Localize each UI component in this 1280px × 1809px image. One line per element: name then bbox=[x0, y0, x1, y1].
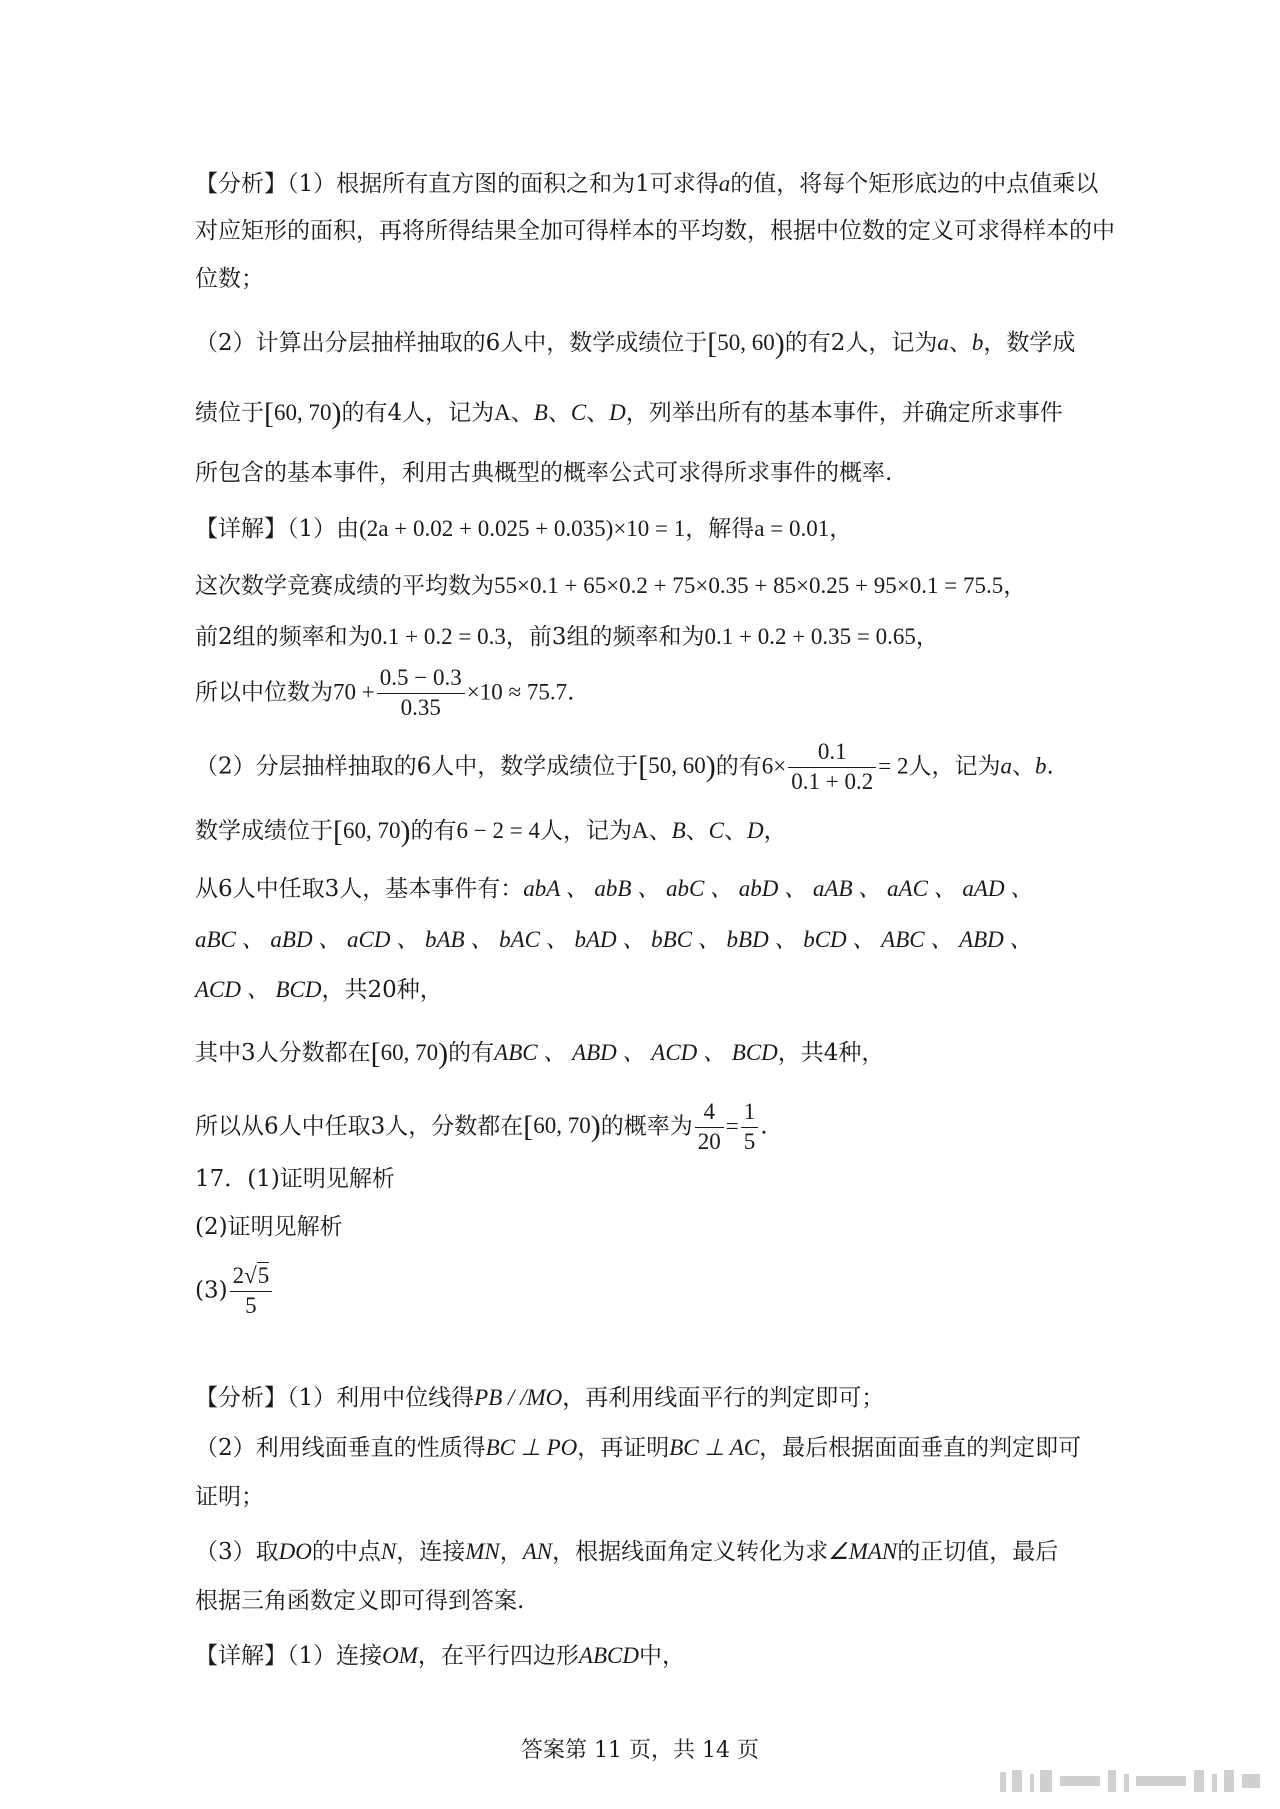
detail-tag: 【详解】 bbox=[195, 516, 287, 542]
probability-fraction-1: $\frac{4}{20}$ bbox=[695, 1098, 724, 1157]
q17-answer-2: (2)证明见解析 bbox=[195, 1214, 343, 1240]
probability-line: 所以从6人中任取3人，分数都在[60, 70)的概率为 $\frac{4}{20}$ = $\frac{1}{5}$ . bbox=[195, 1098, 768, 1157]
median-line: 所以中位数为70 + $\frac{0.5 - 0.3}{0.35}$ ×10 ≈ 75.7. bbox=[195, 664, 574, 723]
q17-answer-3: (3) $\frac{2√5}{5}$ bbox=[195, 1262, 274, 1321]
q17-analysis-3: （3）取DO的中点N，连接MN，AN，根据线面角定义转化为求∠MAN的正切值，最后 bbox=[195, 1539, 1059, 1565]
interval-60-70: [60, 70) bbox=[264, 397, 342, 430]
q17-analysis-1: 【分析】（1）利用中位线得PB / /MO，再利用线面平行的判定即可； bbox=[195, 1385, 885, 1411]
probability-fraction-2: $\frac{1}{5}$ bbox=[741, 1098, 759, 1157]
detail2-line-2: 数学成绩位于[60, 70)的有6 − 2 = 4人，记为A、B、C、D， bbox=[195, 815, 787, 848]
watermark-bars-icon bbox=[1000, 1768, 1262, 1794]
median-fraction: $\frac{0.5 - 0.3}{0.35}$ bbox=[377, 664, 465, 723]
q17-answer-1: 17．(1)证明见解析 bbox=[195, 1166, 395, 1192]
answer-3-fraction: $\frac{2√5}{5}$ bbox=[230, 1262, 273, 1321]
events-line-1: 从6人中任取3人，基本事件有：abA 、 abB 、 abC 、 abD 、 aAB 、 aAC 、 aAD 、 bbox=[195, 876, 1034, 902]
analysis-line-3: 位数； bbox=[195, 266, 264, 292]
analysis-line-2: 对应矩形的面积，再将所得结果全加可得样本的平均数，根据中位数的定义可求得样本的中 bbox=[195, 218, 1115, 244]
events-line-3: ACD 、 BCD，共20种， bbox=[195, 977, 443, 1003]
page-footer: 答案第 11 页，共 14 页 bbox=[521, 1738, 759, 1763]
frequency-line: 前2组的频率和为0.1 + 0.2 = 0.3，前3组的频率和为0.1 + 0.2 + 0.35 = 0.65， bbox=[195, 624, 939, 650]
q17-analysis-2: （2）利用线面垂直的性质得BC ⊥ PO，再证明BC ⊥ AC，最后根据面面垂直的判定即可 bbox=[195, 1435, 1082, 1461]
detail2-line-1: （2）分层抽样抽取的6人中，数学成绩位于[50, 60)的有6× $\frac{0.1}{0.1 + 0.2}$ = 2人，记为a、b. bbox=[195, 738, 1054, 797]
interval-50-60: [50, 60) bbox=[707, 327, 785, 360]
stratified-fraction: $\frac{0.1}{0.1 + 0.2}$ bbox=[788, 738, 876, 797]
analysis-line-1: 【分析】（1）根据所有直方图的面积之和为1可求得a的值，将每个矩形底边的中点值乘以 bbox=[195, 171, 1099, 197]
analysis-tag: 【分析】 bbox=[195, 171, 287, 197]
q17-detail-1: 【详解】（1）连接OM，在平行四边形ABCD中， bbox=[195, 1643, 685, 1669]
q17-analysis-2b: 证明； bbox=[195, 1484, 264, 1510]
q17-analysis-3b: 根据三角函数定义即可得到答案. bbox=[195, 1588, 525, 1614]
subset-line: 其中3人分数都在[60, 70)的有ABC 、 ABD 、 ACD 、 BCD，共4种， bbox=[195, 1037, 885, 1070]
analysis2-line-2: 绩位于[60, 70)的有4人，记为A、B、C、D，列举出所有的基本事件，并确定所求事件 bbox=[195, 397, 1063, 430]
analysis2-line-3: 所包含的基本事件，利用古典概型的概率公式可求得所求事件的概率. bbox=[195, 460, 893, 486]
mean-line: 这次数学竞赛成绩的平均数为55×0.1 + 65×0.2 + 75×0.35 + 85×0.25 + 95×0.1 = 75.5， bbox=[195, 573, 1027, 599]
detail-line-1: 【详解】（1）由(2a + 0.02 + 0.025 + 0.035)×10 = 1，解得a = 0.01， bbox=[195, 516, 853, 542]
analysis2-line-1: （2）计算出分层抽样抽取的6人中，数学成绩位于[50, 60)的有2人，记为a、b，数学成 bbox=[195, 327, 1076, 360]
events-line-2: aBC 、 aBD 、 aCD 、 bAB 、 bAC 、 bAD 、 bBC 、 bBD 、 bCD 、 ABC 、 ABD 、 bbox=[195, 927, 1033, 952]
